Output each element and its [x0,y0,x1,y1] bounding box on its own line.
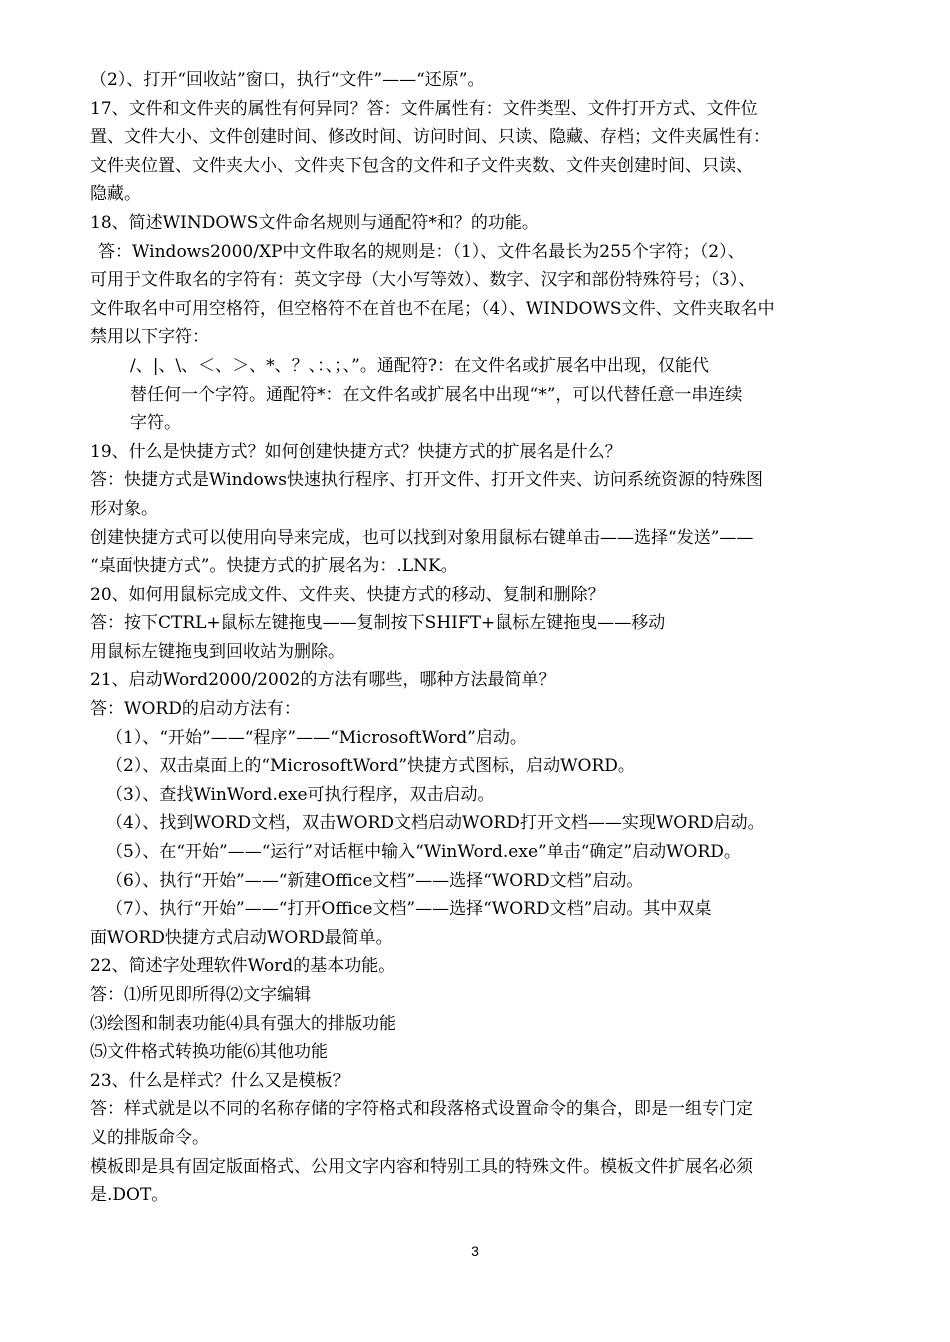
text-line: 是.DOT。 [90,1185,169,1206]
text-line: 禁用以下字符： [90,327,209,348]
text-line: 创建快捷方式可以使用向导来完成，也可以找到对象用鼠标右键单击——选择“发送”—— [90,527,754,548]
text-line: ⑶绘图和制表功能⑷具有强大的排版功能 [90,1013,396,1034]
text-line: “桌面快捷方式”。快捷方式的扩展名为：.LNK。 [90,556,458,577]
text-line: 形对象。 [90,498,158,519]
text-line: （2）、打开“回收站”窗口，执行“文件”——“还原”。 [90,70,485,90]
list-item: （2）、双击桌面上的“MicrosoftWord”快捷方式图标，启动WORD。 [106,756,635,777]
text-line: 可用于文件取名的字符有：英文字母（大小写等效）、数字、汉字和部份特殊符号；（3）、 [90,270,756,291]
text-line: 隐藏。 [90,184,141,205]
question-20: 20、如何用鼠标完成文件、文件夹、快捷方式的移动、复制和删除？ [90,584,605,605]
question-21: 21、启动Word2000/2002的方法有哪些，哪种方法最简单？ [90,670,556,691]
document-body [90,66,880,1210]
text-line: ⑸文件格式转换功能⑹其他功能 [90,1042,328,1063]
answer-21: 答：WORD的启动方法有： [90,699,301,720]
text-line: 置、文件大小、文件创建时间、修改时间、访问时间、只读、隐藏、存档；文件夹属性有： [90,127,770,148]
answer-23: 答：样式就是以不同的名称存储的字符格式和段落格式设置命令的集合，即是一组专门定 [90,1099,753,1120]
answer-19: 答：快捷方式是Windows快速执行程序、打开文件、打开文件夹、访问系统资源的特殊图 [90,470,763,491]
text-line: 义的排版命令。 [90,1127,209,1148]
text-line: /、|、\、＜、＞、*、？、：、；、”。通配符?：在文件名或扩展名中出现，仅能代 [130,355,709,376]
answer-20: 答：按下CTRL+鼠标左键拖曳——复制按下SHIFT+鼠标左键拖曳——移动 [90,613,666,634]
answer-22: 答：⑴所见即所得⑵文字编辑 [90,985,311,1005]
question-18: 18、简述WINDOWS文件命名规则与通配符*和？的功能。 [90,212,539,233]
list-item: （7）、执行“开始”——“打开Office文档”——选择“WORD文档”启动。其中双桌 [106,899,712,920]
question-23: 23、什么是样式？什么又是模板？ [90,1070,350,1091]
list-item: （4）、找到WORD文档，双击WORD文档启动WORD打开文档——实现WORD启动。 [106,813,765,834]
answer-18: 答：Windows2000/XP中文件取名的规则是：（1）、文件名最长为255个字符；（2）、 [98,241,745,262]
question-22: 22、简述字处理软件Word的基本功能。 [90,956,396,977]
list-item: （1）、“开始”——“程序”——“MicrosoftWord”启动。 [106,727,527,748]
text-line: 文件取名中可用空格符，但空格符不在首也不在尾；（4）、WINDOWS文件、文件夹取名中 [90,298,775,319]
page-number: 3 [471,1243,479,1259]
text-line: 文件夹位置、文件夹大小、文件夹下包含的文件和子文件夹数、文件夹创建时间、只读、 [90,155,753,176]
text-line: 用鼠标左键拖曳到回收站为删除。 [90,641,345,662]
text-line: 模板即是具有固定版面格式、公用文字内容和特别工具的特殊文件。模板文件扩展名必须 [90,1156,753,1177]
list-item: （5）、在“开始”——“运行”对话框中输入“WinWord.exe”单击“确定”启动WORD。 [106,842,741,863]
list-item: （6）、执行“开始”——“新建Office文档”——选择“WORD文档”启动。 [106,870,644,891]
text-line: 面WORD快捷方式启动WORD最简单。 [90,927,393,948]
list-item: （3）、查找WinWord.exe可执行程序，双击启动。 [106,784,495,805]
text-line: 字符。 [130,413,181,434]
question-17: 17、文件和文件夹的属性有何异同？答：文件属性有：文件类型、文件打开方式、文件位 [90,98,758,119]
question-19: 19、什么是快捷方式？如何创建快捷方式？快捷方式的扩展名是什么？ [90,441,622,462]
text-line: 替任何一个字符。通配符*：在文件名或扩展名中出现“*”，可以代替任意一串连续 [130,384,743,405]
